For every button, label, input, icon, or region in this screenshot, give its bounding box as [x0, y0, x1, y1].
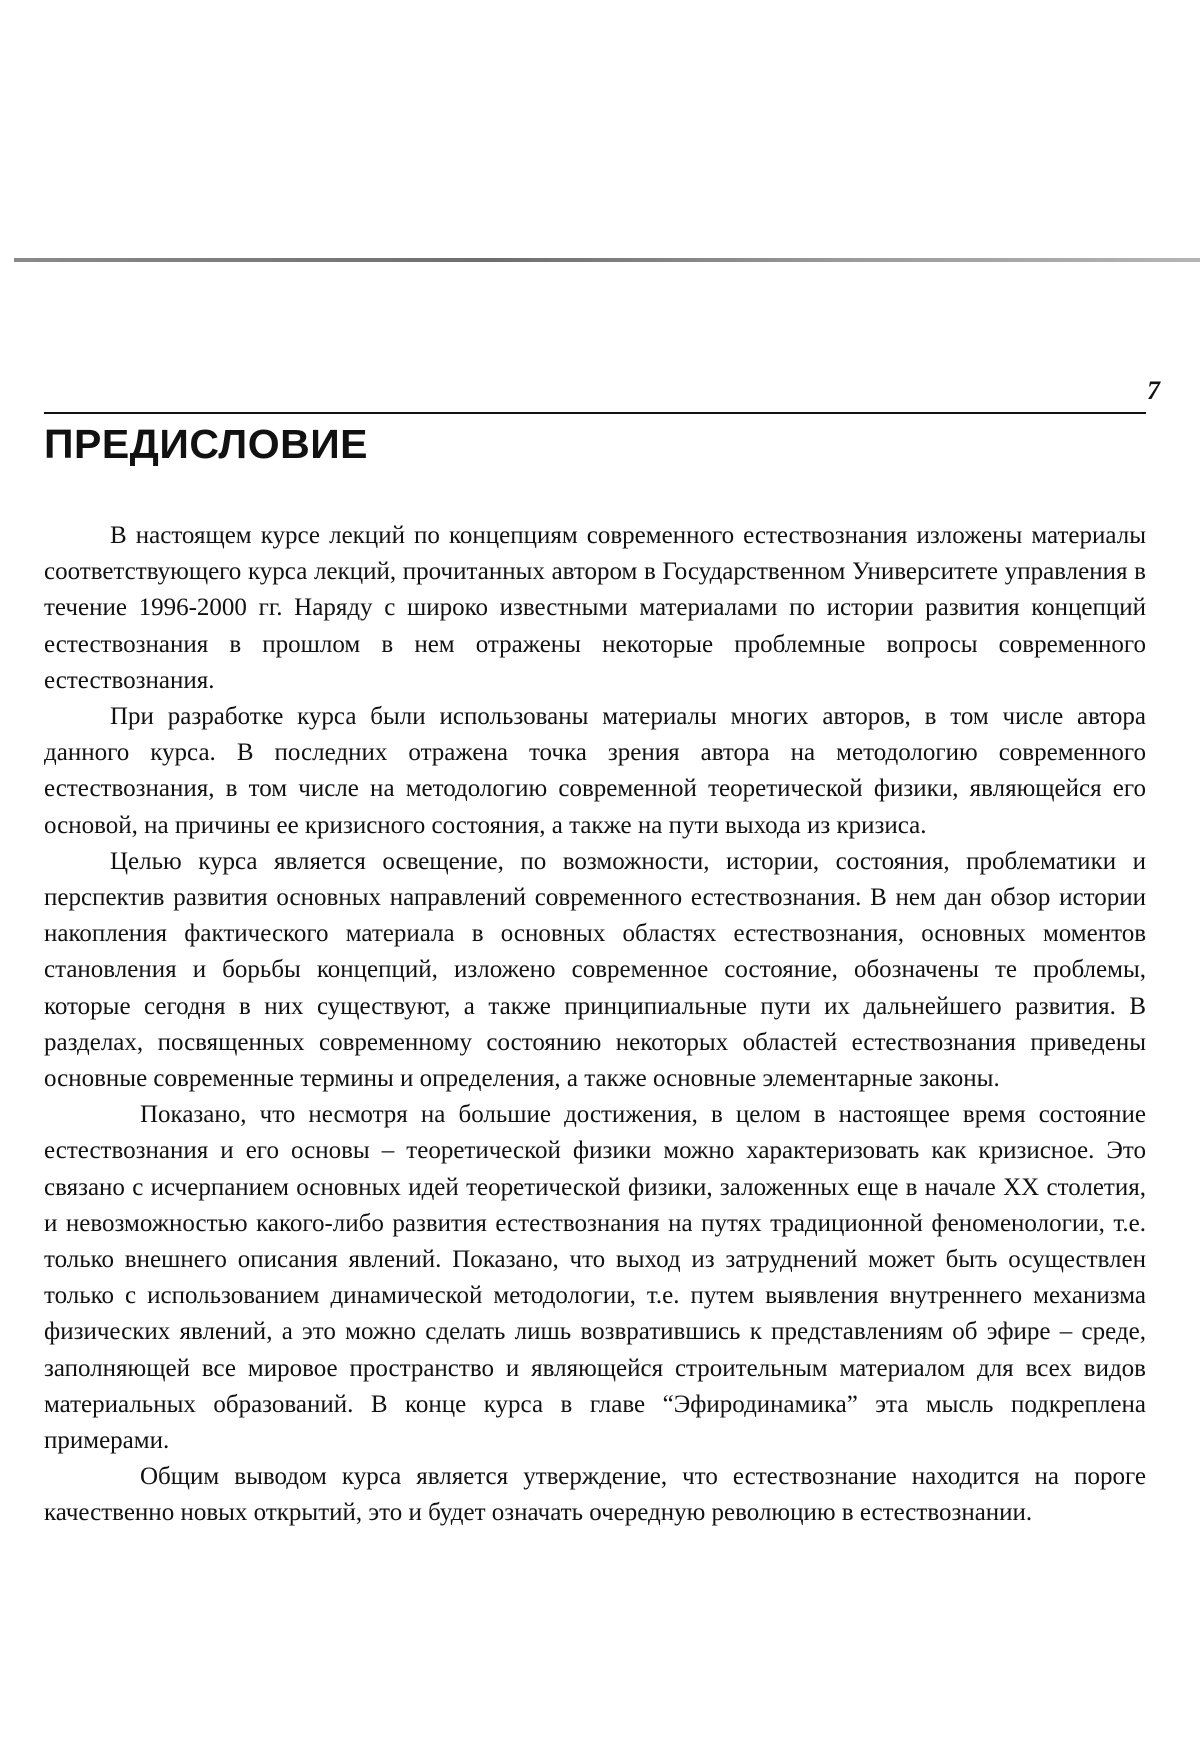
- paragraph-5: Общим выводом курса является утверждение, что естествознание находится на пороге качественно новых открытий, это и будет означать очередную революцию в естествознании.: [44, 1463, 1146, 1527]
- paragraph-3: Целью курса является освещение, по возможности, истории, состояния, проблематики и перспектив развития основных направлений современного естествознания. В нем дан обзор истории накопления фактического материала в основных областях естествознания, основных моментов становления и борьбы концепций, изложено современное состояние, обозначены те проблемы, которые сегодня в них существуют, а также принципиальные пути их дальнейшего развития. В разделах, посвященных современному состоянию некоторых областей естествознания приведены основные современные термины и определения, а также основные элементарные законы.: [44, 847, 1146, 1093]
- header-rule: [44, 412, 1146, 414]
- paragraph-2: При разработке курса были использованы материалы многих авторов, в том числе автора данного курса. В последних отражена точка зрения автора на методологию современного естествознания, в том числе на методологию современной теоретической физики, являющейся его основой, на причины ее кризисного состояния, а также на пути выхода из кризиса.: [44, 703, 1146, 839]
- scan-edge-line: [14, 258, 1200, 262]
- page-number: 7: [1147, 376, 1160, 405]
- paragraph-4: Показано, что несмотря на большие достижения, в целом в настоящее время состояние естествознания и его основы – теоретической физики можно характеризовать как кризисное. Это связано с исчерпанием основных идей теоретической физики, заложенных еще в начале XX столетия, и невозможностью какого-либо развития естествознания на путях традиционной феноменологии, т.е. только внешнего описания явлений. Показано, что выход из затруднений может быть осуществлен только с использованием динамической методологии, т.е. путем выявления внутреннего механизма физических явлений, а это можно сделать лишь возвратившись к представлениям об эфире – среде, заполняющей все мировое пространство и являющейся строительным материалом для всех видов материальных образований. В конце курса в главе “Эфиродинамика” эта мысль подкреплена примерами.: [44, 1101, 1146, 1455]
- preface-body: [44, 518, 1146, 1532]
- chapter-title: ПРЕДИСЛОВИЕ: [44, 421, 369, 467]
- paragraph-1: В настоящем курсе лекций по концепциям современного естествознания изложены материалы соответствующего курса лекций, прочитанных автором в Государственном Университете управления в течение 1996-2000 гг. Наряду с широко известными материалами по истории развития концепций естествознания в прошлом в нем отражены некоторые проблемные вопросы современного естествознания.: [44, 522, 1146, 694]
